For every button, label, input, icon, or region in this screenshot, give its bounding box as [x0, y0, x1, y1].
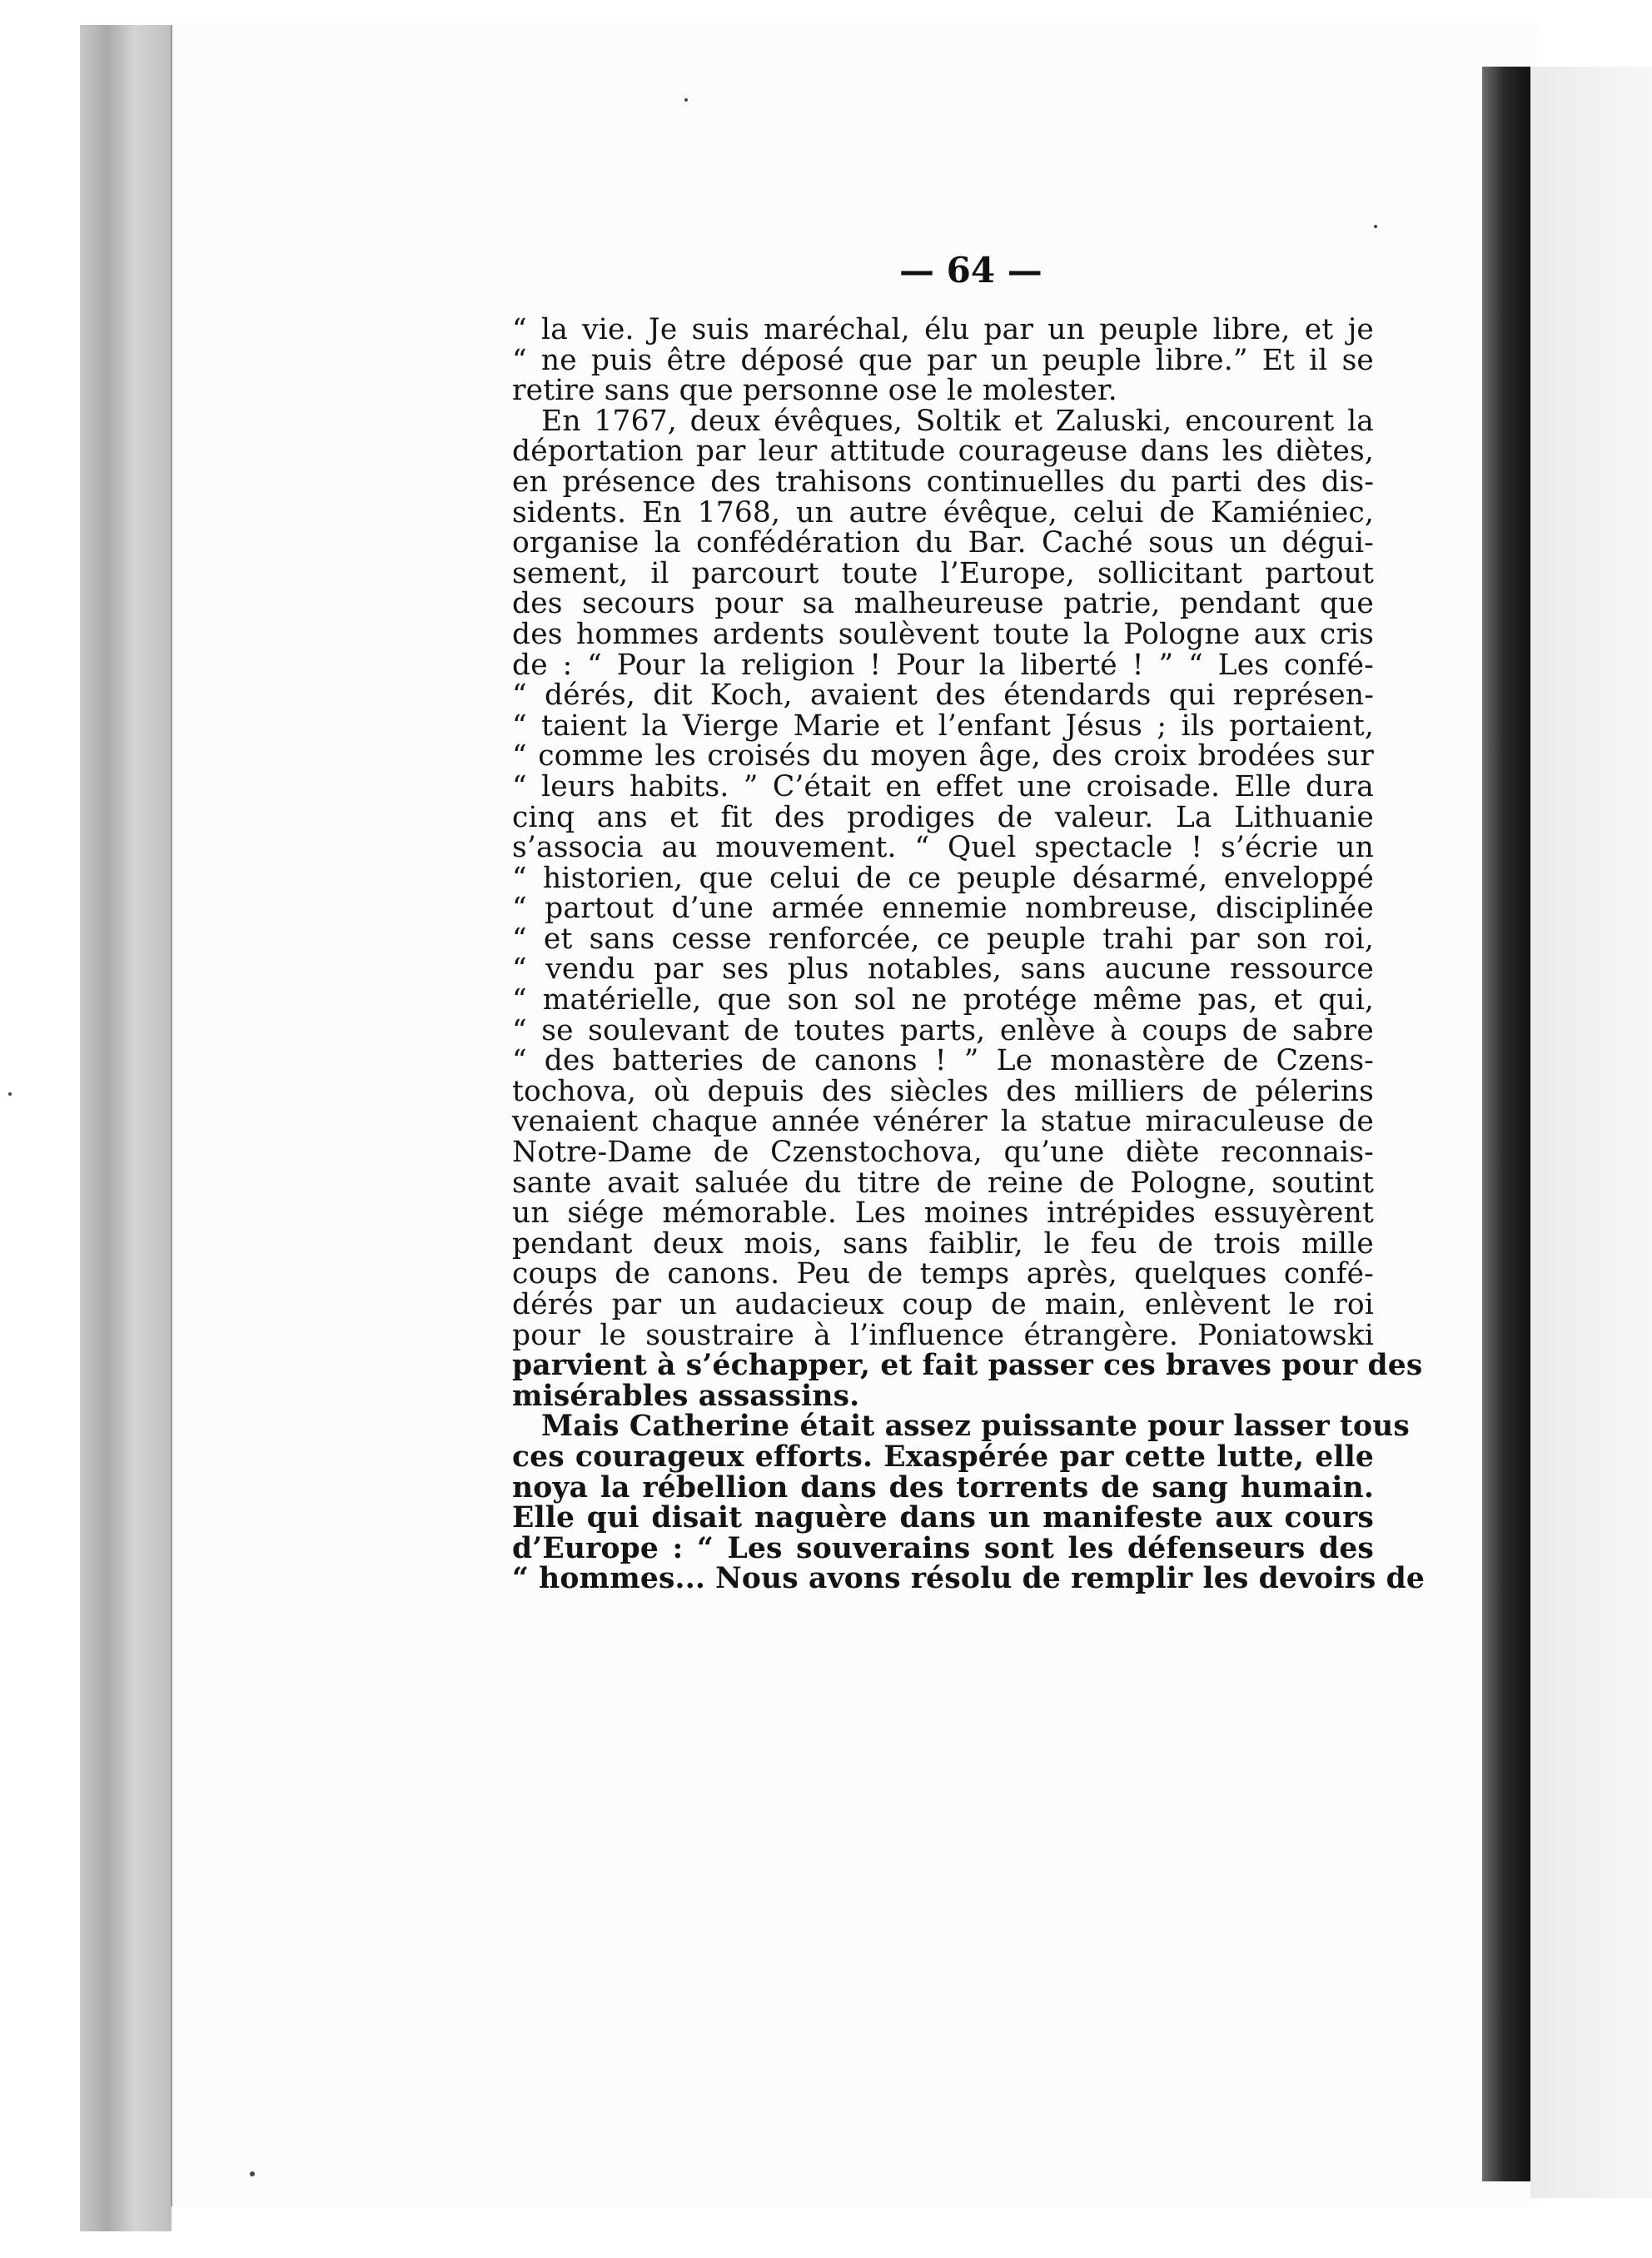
- page-gutter-shadow: [1482, 67, 1530, 2181]
- text-line: retire sans que personne ose le molester.: [512, 374, 1117, 408]
- text-line: Elle qui disait naguère dans un manifeste aux cours: [512, 1501, 1374, 1535]
- text-line: sante avait saluée du titre de reine de Pologne, soutint: [512, 1166, 1374, 1200]
- text-line: en présence des trahisons continuelles du parti des dis-: [512, 465, 1374, 499]
- text-line: tochova, où depuis des siècles des milliers de pélerins: [512, 1074, 1374, 1108]
- text-line: un siége mémorable. Les moines intrépides essuyèrent: [512, 1196, 1374, 1231]
- body-text: [512, 313, 1426, 1596]
- text-line: des hommes ardents soulèvent toute la Pologne aux cris: [512, 617, 1374, 651]
- text-line: d’Europe : “ Les souverains sont les défenseurs des: [512, 1531, 1374, 1565]
- text-line: “ historien, que celui de ce peuple désarmé, enveloppé: [512, 861, 1374, 895]
- text-line: cinq ans et fit des prodiges de valeur. La Lithuanie: [512, 800, 1374, 834]
- text-line: pendant deux mois, sans faiblir, le feu de trois mille: [512, 1226, 1374, 1261]
- text-line: “ dérés, dit Koch, avaient des étendards qui représen-: [512, 679, 1374, 713]
- text-line: Mais Catherine était assez puissante pour lasser tous: [541, 1410, 1410, 1444]
- text-line: “ et sans cesse renforcée, ce peuple trahi par son roi,: [512, 922, 1374, 956]
- text-line: “ matérielle, que son sol ne protége même pas, et qui,: [512, 983, 1374, 1017]
- scan-speck: [250, 2171, 255, 2176]
- text-line: “ la vie. Je suis maréchal, élu par un peuple libre, et je: [512, 313, 1374, 346]
- text-line: coups de canons. Peu de temps après, quelques confé-: [512, 1257, 1374, 1291]
- text-line: “ se soulevant de toutes parts, enlève à coups de sabre: [512, 1013, 1374, 1047]
- text-line: noya la rébellion dans des torrents de sang humain.: [512, 1470, 1374, 1505]
- book-binding-edge: [80, 25, 172, 2231]
- text-line: “ taient la Vierge Marie et l’enfant Jésus ; ils portaient,: [512, 709, 1374, 743]
- text-line: parvient à s’échapper, et fait passer ces braves pour des: [512, 1349, 1423, 1383]
- text-line: En 1767, deux évêques, Soltik et Zaluski, encourent la: [541, 404, 1374, 438]
- text-line: déportation par leur attitude courageuse dans les diètes,: [512, 435, 1374, 469]
- scan-speck: [1374, 225, 1377, 228]
- text-line: de : “ Pour la religion ! Pour la liberté ! ” “ Les confé-: [512, 648, 1374, 682]
- text-line: sidents. En 1768, un autre évêque, celui de Kamiéniec,: [512, 495, 1374, 530]
- page-number: — 64 —: [899, 250, 1042, 291]
- text-line: ces courageux efforts. Exaspérée par cette lutte, elle: [512, 1440, 1374, 1474]
- text-line: “ comme les croisés du moyen âge, des croix brodées sur: [512, 739, 1374, 773]
- text-line: Notre-Dame de Czenstochova, qu’une diète reconnais-: [512, 1136, 1374, 1170]
- text-line: “ hommes... Nous avons résolu de remplir les devoirs de: [512, 1562, 1426, 1596]
- text-line: “ vendu par ses plus notables, sans aucune ressource: [512, 952, 1374, 987]
- text-line: sement, il parcourt toute l’Europe, sollicitant partout: [512, 556, 1374, 590]
- text-line: “ ne puis être déposé que par un peuple libre.” Et il se: [512, 343, 1374, 377]
- text-line: “ leurs habits. ” C’était en effet une croisade. Elle dura: [512, 769, 1374, 803]
- text-line: dérés par un audacieux coup de main, enlèvent le roi: [512, 1288, 1374, 1321]
- text-line: misérables assassins.: [512, 1379, 860, 1413]
- scan-speck: [684, 98, 688, 102]
- text-line: des secours pour sa malheureuse patrie, pendant que: [512, 587, 1374, 621]
- text-line: organise la confédération du Bar. Caché sous un dégui-: [512, 526, 1374, 560]
- text-line: “ partout d’une armée ennemie nombreuse, disciplinée: [512, 892, 1374, 926]
- text-line: s’associa au mouvement. “ Quel spectacle ! s’écrie un: [512, 831, 1374, 865]
- text-line: pour le soustraire à l’influence étrangère. Poniatowski: [512, 1318, 1374, 1352]
- text-line: “ des batteries de canons ! ” Le monastère de Czens-: [512, 1044, 1374, 1078]
- scan-speck: [8, 1092, 12, 1096]
- adjacent-page-edge: [1530, 67, 1652, 2198]
- text-line: venaient chaque année vénérer la statue miraculeuse de: [512, 1105, 1374, 1139]
